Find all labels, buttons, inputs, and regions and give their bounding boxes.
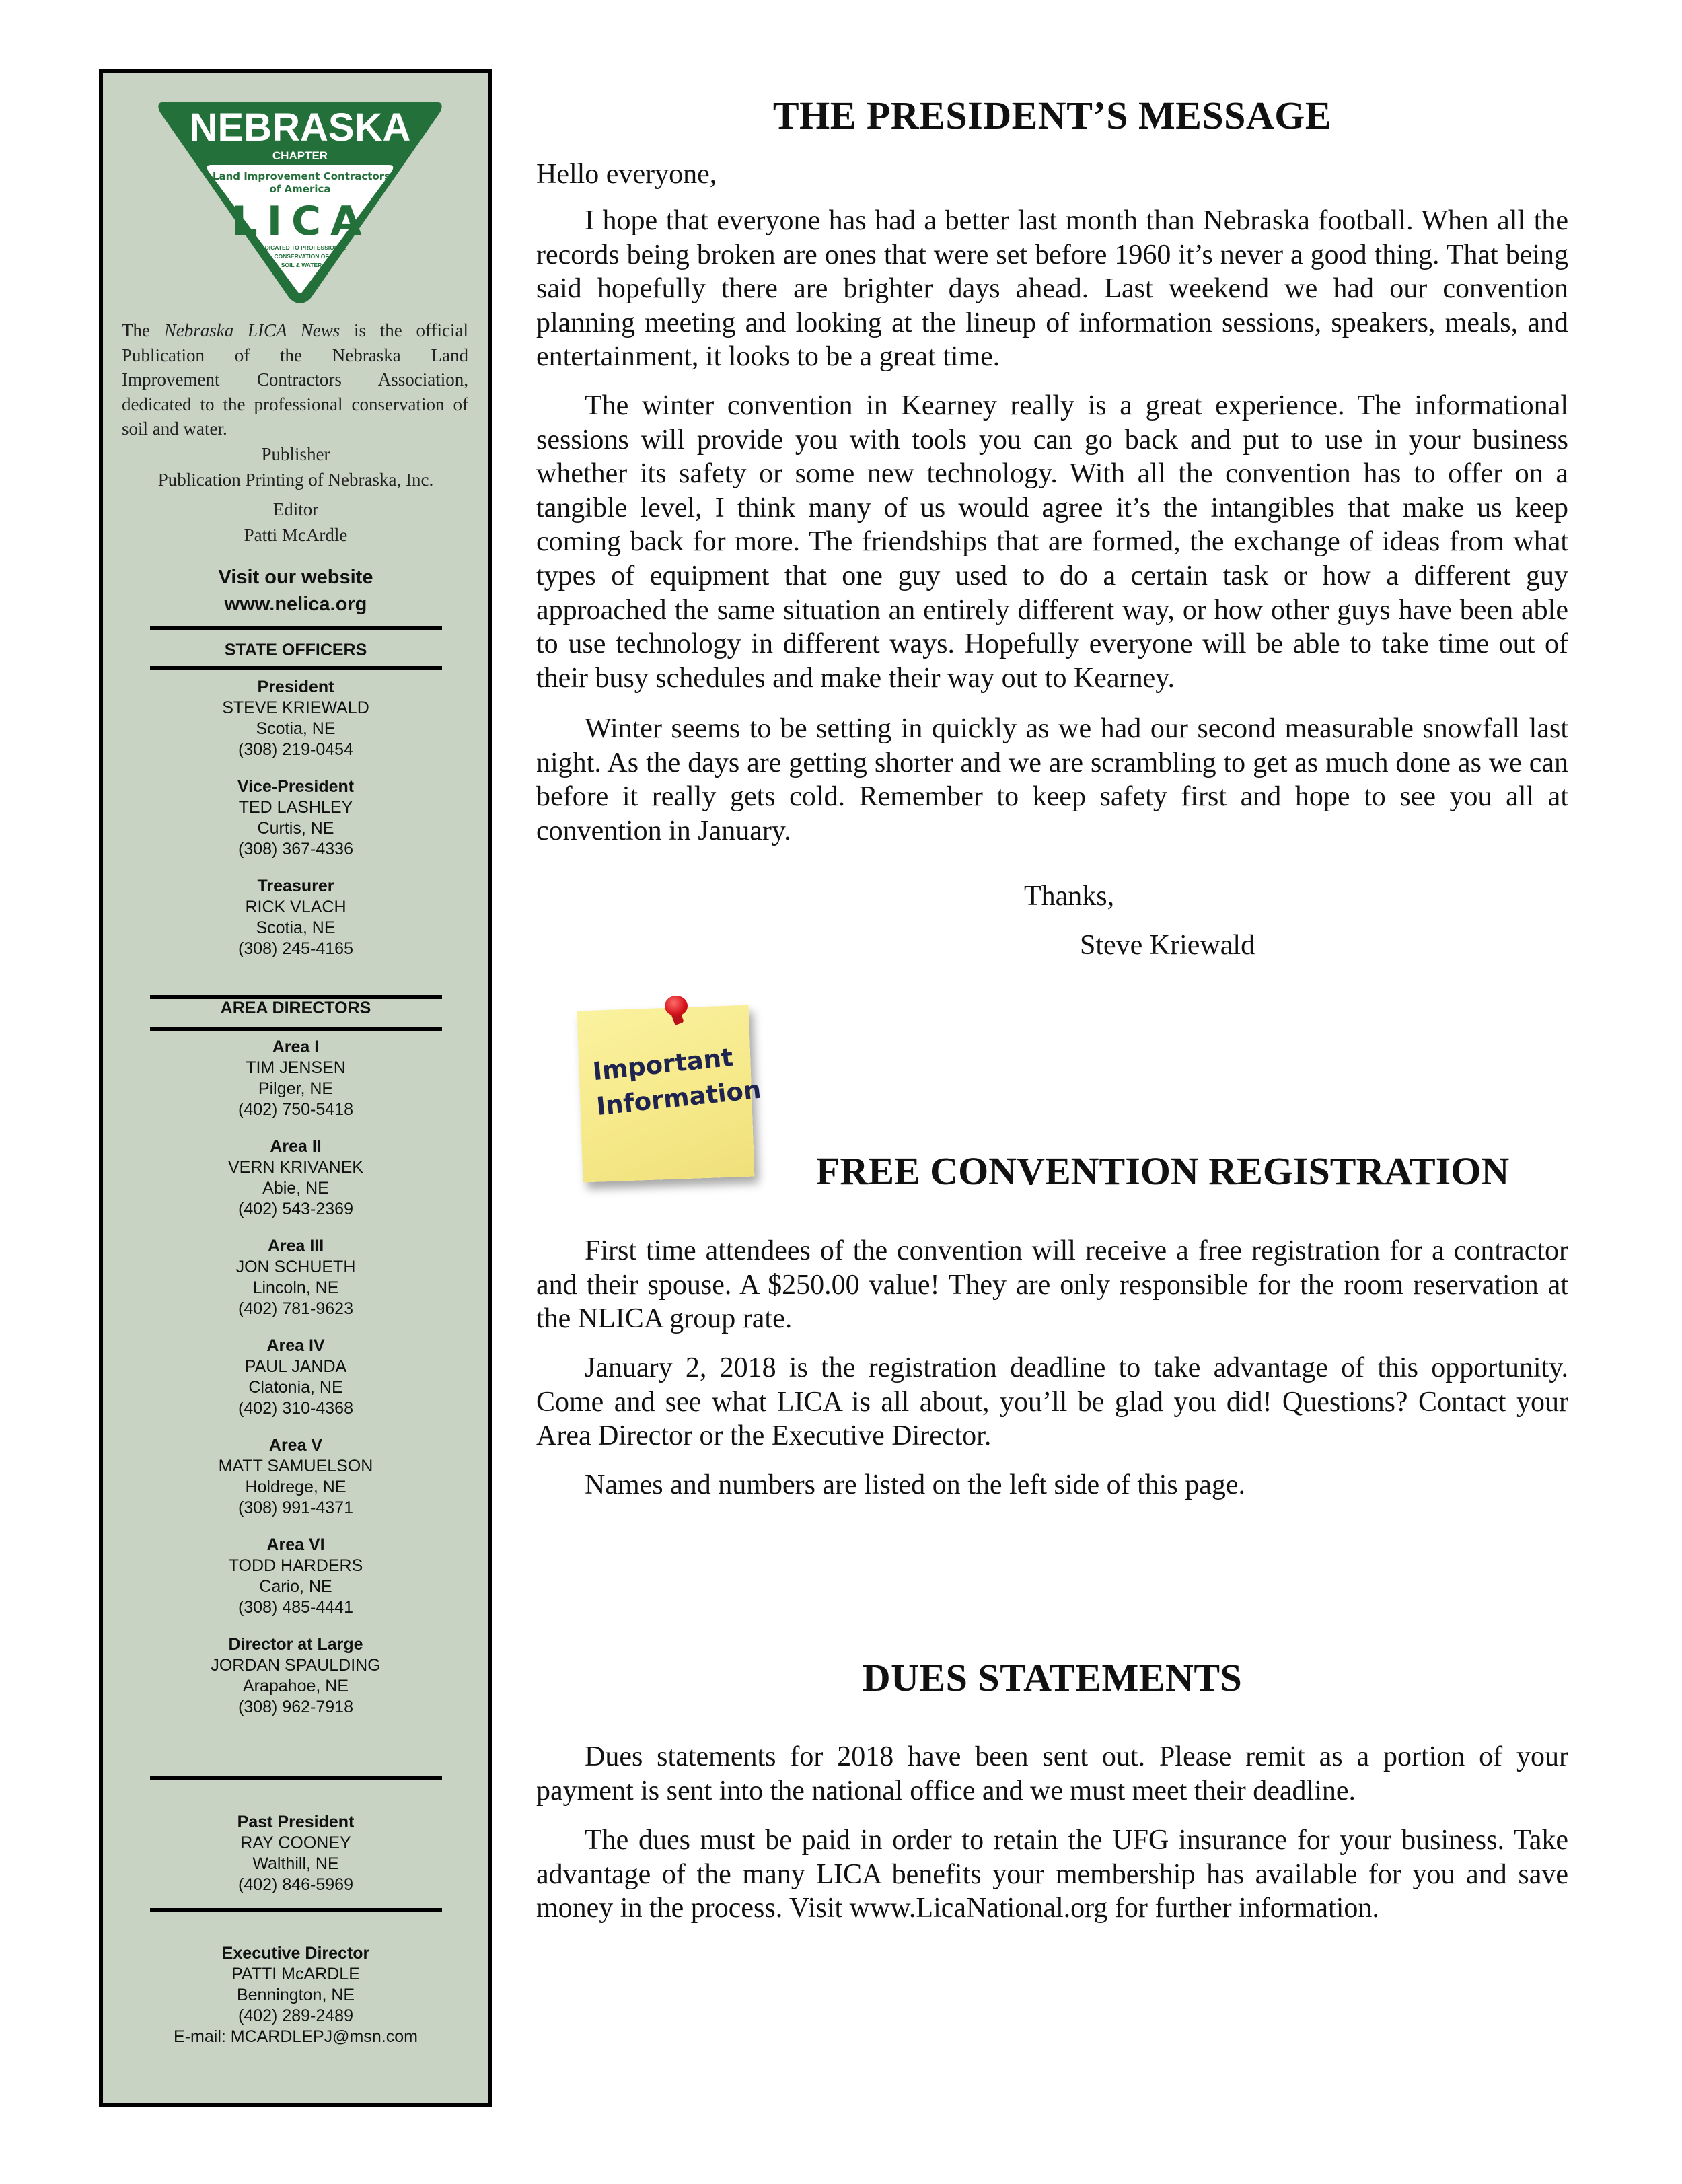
officer-name: RICK VLACH: [245, 898, 346, 916]
director-phone: (402) 543-2369: [238, 1200, 353, 1218]
area-directors-list: [103, 1037, 488, 1734]
director-city: Abie, NE: [262, 1179, 329, 1198]
director-area-6: [103, 1535, 488, 1618]
president-message-title: THE PRESIDENT’S MESSAGE: [772, 94, 1332, 137]
website-link[interactable]: www.nelica.org: [224, 593, 367, 615]
director-at-large: [103, 1634, 488, 1718]
registration-paragraph-2: January 2, 2018 is the registration deadline to take advantage of this opportunity. Come and see what LICA is all about, you’ll be glad you did! Questions? Contact your Area Director or the Executive Director.: [536, 1352, 1568, 1452]
director-city: Holdrege, NE: [245, 1478, 346, 1496]
exec-director-name: PATTI McARDLE: [231, 1965, 360, 1983]
registration-paragraph-3: Names and numbers are listed on the left side of this page.: [585, 1469, 1246, 1500]
officer-vice-president: [103, 776, 488, 860]
officer-role: Vice-President: [237, 777, 355, 796]
blurb-post: is the official Publication of the Nebraska Land Improvement Contractors Association, dedicated to the professional conservation of soil and water.: [122, 320, 468, 439]
director-name: MATT SAMUELSON: [218, 1457, 373, 1476]
director-phone: (308) 962-7918: [238, 1698, 353, 1716]
greeting: Hello everyone,: [536, 159, 717, 190]
director-city: Pilger, NE: [258, 1079, 334, 1098]
sticky-note-paper: [577, 1005, 763, 1183]
director-name: VERN KRIVANEK: [228, 1158, 363, 1177]
website-block: [103, 564, 488, 618]
officer-role: Treasurer: [257, 877, 334, 896]
exec-director-email[interactable]: E-mail: MCARDLEPJ@msn.com: [174, 2027, 418, 2046]
nebraska-lica-logo: [152, 96, 448, 305]
president-paragraph-1: I hope that everyone has had a better last month than Nebraska football. When all the records being broken are ones that were set before 1960 it’s never a good thing. That being said hopefully there are brighter days ahead. Last weekend we had our convention planning meeting and looking at the lineup of information sessions, speakers, meals, and entertainment, it looks to be a great time.: [536, 205, 1568, 373]
sticky-note-text: [591, 1040, 763, 1124]
closing: Thanks,: [1024, 881, 1115, 912]
logo-motto-3: SOIL & WATER: [281, 262, 322, 268]
director-role: Area IV: [266, 1336, 325, 1355]
dues-title: DUES STATEMENTS: [862, 1656, 1243, 1700]
director-role: Area II: [270, 1137, 322, 1156]
state-officers-heading: STATE OFFICERS: [224, 641, 367, 659]
director-area-5: [103, 1435, 488, 1519]
director-area-1: [103, 1037, 488, 1120]
logo-motto-2: CONSERVATION OF: [274, 253, 329, 260]
director-name: TODD HARDERS: [228, 1556, 363, 1575]
blurb-publication-title: Nebraska LICA News: [163, 320, 340, 340]
free-registration-title: FREE CONVENTION REGISTRATION: [816, 1149, 1510, 1193]
publisher-credits: [103, 441, 488, 548]
website-label: Visit our website: [218, 567, 373, 588]
director-city: Lincoln, NE: [252, 1278, 339, 1297]
officer-treasurer: [103, 876, 488, 959]
director-name: JORDAN SPAULDING: [211, 1656, 381, 1675]
past-president-city: Walthill, NE: [252, 1854, 339, 1873]
president-paragraph-3: Winter seems to be setting in quickly as we had our second measurable snowfall last night. As the days are getting shorter and we are scrambling to get as much done as we can before it really gets cold. Remember to keep safety first and hope to see you all at convention in January.: [536, 713, 1568, 846]
publisher-label: Publisher: [261, 444, 330, 464]
officer-city: Curtis, NE: [257, 819, 334, 838]
sticky-note-line1: Important: [591, 1042, 735, 1087]
area-directors-heading: AREA DIRECTORS: [220, 998, 371, 1017]
director-phone: (402) 750-5418: [238, 1100, 353, 1119]
officer-city: Scotia, NE: [256, 918, 336, 937]
director-role: Director at Large: [228, 1635, 363, 1654]
director-role: Area I: [272, 1038, 320, 1056]
director-phone: (402) 781-9623: [238, 1299, 353, 1318]
logo-chapter: CHAPTER: [272, 149, 328, 162]
director-city: Clatonia, NE: [248, 1378, 343, 1397]
signature: Steve Kriewald: [1080, 930, 1255, 961]
director-role: Area V: [268, 1436, 323, 1455]
director-name: JON SCHUETH: [235, 1258, 356, 1276]
divider: [150, 1027, 442, 1031]
logo-org-line2: of America: [269, 183, 331, 195]
director-city: Arapahoe, NE: [242, 1677, 349, 1696]
logo-org-line1: Land Improvement Contractors: [212, 170, 391, 182]
executive-director-block: [103, 1943, 488, 2064]
publication-blurb: [122, 318, 468, 441]
past-president-role: Past President: [237, 1813, 355, 1831]
officer-name: TED LASHLEY: [238, 798, 353, 817]
dues-paragraph-1: Dues statements for 2018 have been sent out. Please remit as a portion of your payment is sent into the national office and we must meet their deadline.: [536, 1741, 1568, 1807]
officer-role: President: [257, 678, 334, 696]
past-president: [103, 1812, 488, 1895]
officer-name: STEVE KRIEWALD: [222, 698, 369, 717]
state-officers-list: [103, 677, 488, 976]
exec-director-role: Executive Director: [221, 1944, 370, 1963]
director-role: Area VI: [266, 1535, 325, 1554]
divider: [150, 666, 442, 670]
divider: [150, 626, 442, 630]
dues-paragraph-2: The dues must be paid in order to retain the UFG insurance for your business. Take advantage of the many LICA benefits your membership has available for you and save money in the process. Visit www.LicaNational.org for further information.: [536, 1825, 1568, 1924]
director-phone: (308) 485-4441: [238, 1598, 353, 1617]
publisher-name: Publication Printing of Nebraska, Inc.: [157, 470, 434, 490]
logo-nebraska: NEBRASKA: [189, 106, 411, 149]
director-phone: (402) 310-4368: [238, 1399, 353, 1418]
divider: [150, 1908, 442, 1912]
pushpin-icon: [665, 996, 688, 1016]
sticky-note-line2: Information: [595, 1075, 763, 1122]
exec-director-city: Bennington, NE: [236, 1986, 355, 2004]
officer-phone: (308) 245-4165: [238, 939, 353, 958]
logo-motto-1: DEDICATED TO PROFESSIONAL: [256, 244, 346, 251]
director-role: Area III: [267, 1237, 324, 1255]
past-president-phone: (402) 846-5969: [238, 1875, 353, 1894]
past-president-block: [103, 1812, 488, 1912]
director-city: Cario, NE: [259, 1577, 332, 1596]
director-area-3: [103, 1236, 488, 1319]
executive-director: [103, 1943, 488, 2047]
officer-city: Scotia, NE: [256, 719, 336, 738]
editor-name: Patti McArdle: [244, 525, 348, 545]
sidebar-panel: [99, 69, 492, 2107]
director-name: TIM JENSEN: [246, 1058, 346, 1077]
director-area-2: [103, 1136, 488, 1220]
director-name: PAUL JANDA: [244, 1357, 347, 1376]
logo-lica: LICA: [231, 198, 371, 245]
registration-paragraph-1: First time attendees of the convention will receive a free registration for a contractor and their spouse. A $250.00 value! They are only responsible for the room reservation at the NLICA group rate.: [536, 1235, 1568, 1335]
exec-director-phone: (402) 289-2489: [238, 2006, 353, 2025]
divider: [150, 1776, 442, 1780]
editor-label: Editor: [272, 499, 319, 519]
director-phone: (308) 991-4371: [238, 1498, 353, 1517]
blurb-pre: The: [122, 320, 164, 340]
past-president-name: RAY COONEY: [240, 1833, 351, 1852]
officer-phone: (308) 219-0454: [238, 740, 353, 759]
director-area-4: [103, 1336, 488, 1419]
president-paragraph-2: The winter convention in Kearney really is a great experience. The informational sessions will provide you with tools you can go back and put to use in your business whether its safety or some new technology. With all the convention has to offer on a tangible level, I think many of us would agree it’s the intangibles that make us keep coming back for more. The friendships that are formed, the exchange of ideas from what types of equipment that one guy used to do a certain task or how a different guy approached the same situation an entirely different way, or how other guys have been able to use technology in different ways. Hopefully everyone will be able to take time out of their busy schedules and make their way out to Kearney.: [536, 390, 1568, 694]
officer-phone: (308) 367-4336: [238, 840, 353, 859]
important-info-sticky-note: [572, 996, 763, 1198]
officer-president: [103, 677, 488, 760]
